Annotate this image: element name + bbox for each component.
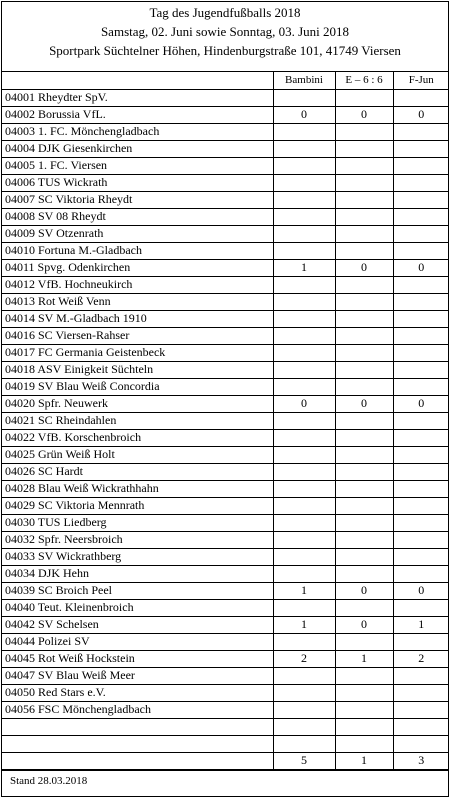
- club-name-cell: 04001 Rheydter SpV.: [2, 89, 273, 106]
- table-row: [2, 123, 449, 140]
- club-name-cell: 04016 SC Viersen-Rahser: [2, 327, 273, 344]
- blank-row: [2, 735, 449, 752]
- club-name-cell: 04040 Teut. Kleinenbroich: [2, 599, 273, 616]
- f-jun-count: [393, 565, 449, 582]
- bambini-count: [273, 157, 335, 174]
- e-jun-count: [335, 599, 393, 616]
- table-row: [2, 548, 449, 565]
- bambini-count: 2: [273, 650, 335, 667]
- bambini-count: [273, 565, 335, 582]
- table-row: [2, 174, 449, 191]
- club-name-cell: 04004 DJK Giesenkirchen: [2, 140, 273, 157]
- club-name-cell: 04010 Fortuna M.-Gladbach: [2, 242, 273, 259]
- table-row: [2, 259, 449, 276]
- bambini-count: [273, 497, 335, 514]
- f-jun-count: [393, 140, 449, 157]
- e-jun-count: [335, 327, 393, 344]
- column-header-e-jun: E – 6 : 6: [335, 72, 393, 89]
- club-name-cell: 04020 Spfr. Neuwerk: [2, 395, 273, 412]
- table-row: [2, 327, 449, 344]
- e-jun-count: [335, 531, 393, 548]
- table-row: [2, 684, 449, 701]
- blank-cell: [273, 718, 335, 735]
- f-jun-count: [393, 633, 449, 650]
- club-name-cell: 04044 Polizei SV: [2, 633, 273, 650]
- f-jun-count: [393, 514, 449, 531]
- club-name-cell: 04026 SC Hardt: [2, 463, 273, 480]
- bambini-count: [273, 684, 335, 701]
- bambini-count: [273, 89, 335, 106]
- table-row: [2, 565, 449, 582]
- f-jun-count: 0: [393, 582, 449, 599]
- stand-date: Stand 28.03.2018: [10, 775, 88, 787]
- event-title: Tag des Jugendfußballs 2018: [149, 5, 301, 20]
- table-row: [2, 242, 449, 259]
- table-row: [2, 310, 449, 327]
- club-name-cell: 04012 VfB. Hochneukirch: [2, 276, 273, 293]
- club-name-cell: 04005 1. FC. Viersen: [2, 157, 273, 174]
- club-name-cell: 04034 DJK Hehn: [2, 565, 273, 582]
- e-jun-count: [335, 157, 393, 174]
- bambini-total: 5: [273, 752, 335, 769]
- bambini-count: 0: [273, 106, 335, 123]
- table-row: [2, 191, 449, 208]
- bambini-count: [273, 412, 335, 429]
- table-row: [2, 344, 449, 361]
- club-name-cell: 04042 SV Schelsen: [2, 616, 273, 633]
- e-jun-count: [335, 276, 393, 293]
- f-jun-count: 0: [393, 106, 449, 123]
- table-row: [2, 480, 449, 497]
- bambini-count: [273, 361, 335, 378]
- e-jun-count: [335, 225, 393, 242]
- club-name-cell: 04008 SV 08 Rheydt: [2, 208, 273, 225]
- f-jun-count: [393, 480, 449, 497]
- f-jun-count: 0: [393, 395, 449, 412]
- f-jun-count: [393, 463, 449, 480]
- e-jun-count: [335, 667, 393, 684]
- club-name-cell: 04056 FSC Mönchengladbach: [2, 701, 273, 718]
- club-name-cell: 04032 Spfr. Neersbroich: [2, 531, 273, 548]
- bambini-count: 1: [273, 582, 335, 599]
- e-jun-count: 0: [335, 106, 393, 123]
- bambini-count: [273, 310, 335, 327]
- bambini-count: [273, 599, 335, 616]
- table-row: [2, 361, 449, 378]
- f-jun-count: [393, 667, 449, 684]
- column-header-bambini: Bambini: [273, 72, 335, 89]
- f-jun-count: [393, 157, 449, 174]
- bambini-count: [273, 140, 335, 157]
- e-jun-count: [335, 701, 393, 718]
- e-jun-count: [335, 378, 393, 395]
- e-jun-count: [335, 89, 393, 106]
- bambini-count: [273, 174, 335, 191]
- bambini-count: [273, 463, 335, 480]
- club-name-cell: 04006 TUS Wickrath: [2, 174, 273, 191]
- bambini-count: [273, 378, 335, 395]
- table-row: [2, 208, 449, 225]
- f-jun-count: [393, 293, 449, 310]
- table-row: [2, 701, 449, 718]
- club-name-cell: 04033 SV Wickrathberg: [2, 548, 273, 565]
- sheet-footer: [2, 770, 448, 796]
- club-name-cell: 04021 SC Rheindahlen: [2, 412, 273, 429]
- club-name-cell: 04050 Red Stars e.V.: [2, 684, 273, 701]
- f-jun-count: [393, 174, 449, 191]
- bambini-count: [273, 514, 335, 531]
- table-row: [2, 531, 449, 548]
- bambini-count: [273, 208, 335, 225]
- blank-cell: [393, 735, 449, 752]
- f-jun-count: [393, 497, 449, 514]
- f-jun-count: [393, 191, 449, 208]
- column-header-f-jun: F-Jun: [393, 72, 449, 89]
- e-jun-count: [335, 310, 393, 327]
- bambini-count: 1: [273, 616, 335, 633]
- blank-cell: [2, 735, 273, 752]
- e-jun-count: [335, 293, 393, 310]
- f-jun-count: [393, 684, 449, 701]
- bambini-count: [273, 446, 335, 463]
- table-row: [2, 497, 449, 514]
- e-jun-count: [335, 174, 393, 191]
- f-jun-count: [393, 310, 449, 327]
- table-row: [2, 667, 449, 684]
- table-row: [2, 429, 449, 446]
- e-jun-count: 0: [335, 259, 393, 276]
- club-name-cell: 04017 FC Germania Geistenbeck: [2, 344, 273, 361]
- blank-cell: [2, 718, 273, 735]
- totals-label: [2, 752, 273, 769]
- bambini-count: [273, 225, 335, 242]
- bambini-count: 1: [273, 259, 335, 276]
- column-header-club: [2, 72, 273, 89]
- e-jun-count: [335, 497, 393, 514]
- bambini-count: [273, 633, 335, 650]
- club-name-cell: 04028 Blau Weiß Wickrathhahn: [2, 480, 273, 497]
- blank-cell: [335, 718, 393, 735]
- club-rows: [2, 89, 449, 769]
- f-jun-count: [393, 276, 449, 293]
- table-row: [2, 89, 449, 106]
- e-jun-count: [335, 208, 393, 225]
- f-jun-count: [393, 378, 449, 395]
- f-jun-count: [393, 412, 449, 429]
- f-jun-count: 1: [393, 616, 449, 633]
- table-row: [2, 293, 449, 310]
- e-jun-count: 1: [335, 650, 393, 667]
- e-jun-count: [335, 412, 393, 429]
- e-jun-count: [335, 480, 393, 497]
- table-header-row: [2, 72, 449, 89]
- e-jun-count: [335, 565, 393, 582]
- e-jun-count: 0: [335, 582, 393, 599]
- club-name-cell: 04014 SV M.-Gladbach 1910: [2, 310, 273, 327]
- f-jun-count: [393, 531, 449, 548]
- f-jun-count: [393, 242, 449, 259]
- club-name-cell: 04025 Grün Weiß Holt: [2, 446, 273, 463]
- club-name-cell: 04009 SV Otzenrath: [2, 225, 273, 242]
- table-row: [2, 276, 449, 293]
- f-jun-count: [393, 225, 449, 242]
- bambini-count: 0: [273, 395, 335, 412]
- f-jun-count: [393, 361, 449, 378]
- f-jun-count: [393, 701, 449, 718]
- e-jun-count: [335, 463, 393, 480]
- club-name-cell: 04002 Borussia VfL.: [2, 106, 273, 123]
- f-jun-count: 0: [393, 259, 449, 276]
- e-jun-count: [335, 548, 393, 565]
- table-row: [2, 378, 449, 395]
- bambini-count: [273, 701, 335, 718]
- table-row: [2, 106, 449, 123]
- table-row: [2, 446, 449, 463]
- e-jun-count: 0: [335, 395, 393, 412]
- club-name-cell: 04030 TUS Liedberg: [2, 514, 273, 531]
- club-name-cell: 04007 SC Viktoria Rheydt: [2, 191, 273, 208]
- club-name-cell: 04003 1. FC. Mönchengladbach: [2, 123, 273, 140]
- club-name-cell: 04019 SV Blau Weiß Concordia: [2, 378, 273, 395]
- bambini-count: [273, 327, 335, 344]
- e-jun-count: [335, 429, 393, 446]
- bambini-count: [273, 344, 335, 361]
- e-jun-count: [335, 446, 393, 463]
- bambini-count: [273, 667, 335, 684]
- bambini-count: [273, 276, 335, 293]
- club-name-cell: 04039 SC Broich Peel: [2, 582, 273, 599]
- sheet-header: [2, 2, 448, 72]
- f-jun-count: [393, 429, 449, 446]
- table-row: [2, 616, 449, 633]
- f-jun-count: [393, 548, 449, 565]
- club-name-cell: 04011 Spvg. Odenkirchen: [2, 259, 273, 276]
- club-name-cell: 04018 ASV Einigkeit Süchteln: [2, 361, 273, 378]
- table-row: [2, 633, 449, 650]
- table-row: [2, 395, 449, 412]
- blank-cell: [273, 735, 335, 752]
- e-jun-count: [335, 684, 393, 701]
- event-venue: Sportpark Süchtelner Höhen, Hindenburgstraße 101, 41749 Viersen: [49, 43, 401, 58]
- e-jun-count: [335, 140, 393, 157]
- e-jun-total: 1: [335, 752, 393, 769]
- totals-row: [2, 752, 449, 769]
- club-name-cell: 04045 Rot Weiß Hockstein: [2, 650, 273, 667]
- f-jun-count: [393, 208, 449, 225]
- table-row: [2, 225, 449, 242]
- club-name-cell: 04013 Rot Weiß Venn: [2, 293, 273, 310]
- club-name-cell: 04022 VfB. Korschenbroich: [2, 429, 273, 446]
- f-jun-count: [393, 446, 449, 463]
- bambini-count: [273, 480, 335, 497]
- bambini-count: [273, 242, 335, 259]
- e-jun-count: 0: [335, 616, 393, 633]
- results-sheet: [1, 1, 449, 797]
- f-jun-count: 2: [393, 650, 449, 667]
- e-jun-count: [335, 191, 393, 208]
- f-jun-count: [393, 599, 449, 616]
- table-row: [2, 650, 449, 667]
- table-row: [2, 514, 449, 531]
- blank-row: [2, 718, 449, 735]
- blank-cell: [335, 735, 393, 752]
- table-row: [2, 140, 449, 157]
- blank-cell: [393, 718, 449, 735]
- table-row: [2, 412, 449, 429]
- table-row: [2, 599, 449, 616]
- f-jun-count: [393, 344, 449, 361]
- event-dates: Samstag, 02. Juni sowie Sonntag, 03. Juni 2018: [100, 24, 350, 39]
- bambini-count: [273, 123, 335, 140]
- e-jun-count: [335, 123, 393, 140]
- f-jun-total: 3: [393, 752, 449, 769]
- table-row: [2, 582, 449, 599]
- e-jun-count: [335, 344, 393, 361]
- table-row: [2, 463, 449, 480]
- bambini-count: [273, 548, 335, 565]
- club-name-cell: 04029 SC Viktoria Mennrath: [2, 497, 273, 514]
- e-jun-count: [335, 361, 393, 378]
- f-jun-count: [393, 123, 449, 140]
- club-name-cell: 04047 SV Blau Weiß Meer: [2, 667, 273, 684]
- bambini-count: [273, 531, 335, 548]
- e-jun-count: [335, 514, 393, 531]
- e-jun-count: [335, 242, 393, 259]
- bambini-count: [273, 293, 335, 310]
- e-jun-count: [335, 633, 393, 650]
- club-table: [2, 72, 449, 770]
- table-row: [2, 157, 449, 174]
- f-jun-count: [393, 89, 449, 106]
- bambini-count: [273, 429, 335, 446]
- bambini-count: [273, 191, 335, 208]
- f-jun-count: [393, 327, 449, 344]
